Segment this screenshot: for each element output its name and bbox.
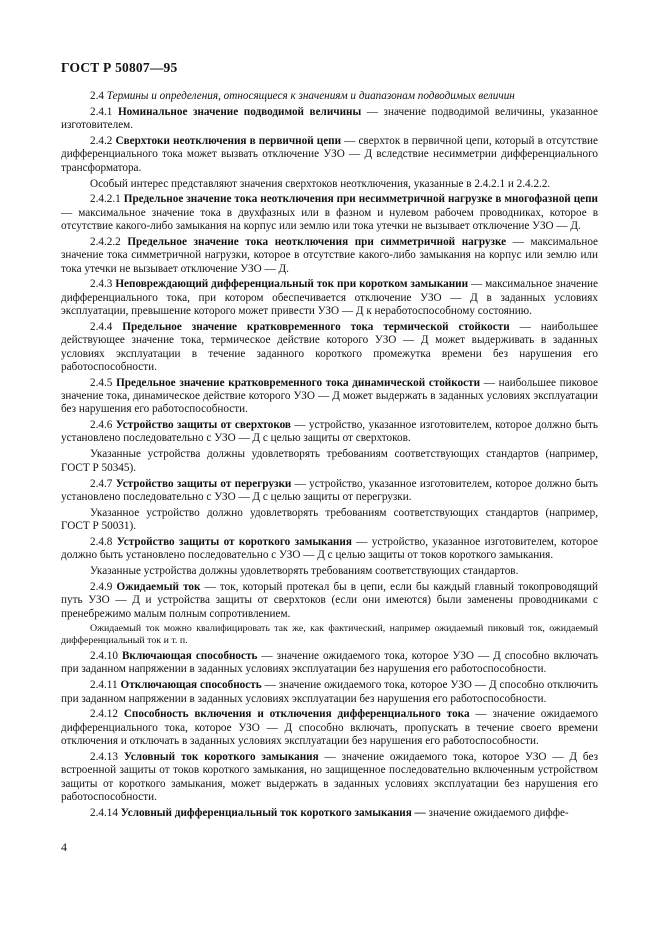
- clause-number: 2.4.6: [90, 419, 113, 432]
- definition-text: — значение подводимой величины, указанное изготовителем.: [61, 105, 598, 132]
- definition-text: — сверхток в первичной цепи, который в отсутствие дифференциального тока может вызвать отключение УЗО — Д вследствие несимметрии дифференциального трансформатора.: [61, 135, 598, 174]
- term: Предельное значение тока неотключения при несимметричной нагрузке в многофазной цепи: [123, 193, 599, 206]
- term: Устройство защиты от короткого замыкания: [116, 535, 352, 548]
- term: Включающая способность: [121, 650, 258, 663]
- definition-text: Указанное устройство должно удовлетворять требованиям соответствующих стандартов (например, ГОСТ Р 50031).: [61, 506, 598, 533]
- clause-number: 2.4.8: [90, 535, 113, 548]
- clause-number: 2.4.7: [90, 477, 113, 490]
- term: Устройство защиты от перегрузки: [115, 477, 292, 490]
- term: Условный дифференциальный ток короткого замыкания —: [120, 806, 426, 819]
- clause-number: 2.4.5: [90, 376, 113, 389]
- definition-text: — устройство, указанное изготовителем, которое должно быть установлено последовательно с УЗО — Д с целью защиты от перегрузки.: [61, 477, 598, 503]
- section-heading: [61, 90, 598, 103]
- definition-paragraph: [61, 321, 598, 374]
- term: Условный ток короткого замыкания: [123, 750, 319, 763]
- note-paragraph: [61, 623, 598, 647]
- definition-text: — значение ожидаемого дифференциального тока, которое УЗО — Д способно включать, пропускать в течение своего времени отключения и отключать в заданных условиях эксплуатации без нарушения его работоспособности.: [61, 708, 598, 748]
- clause-number: 2.4.10: [90, 650, 118, 663]
- term: Способность включения и отключения дифференциального тока: [123, 708, 470, 721]
- definition-text: Указанные устройства должны удовлетворять требованиям соответствующих стандартов.: [90, 565, 519, 578]
- clause-number: 2.4.4: [90, 320, 113, 333]
- document-header: ГОСТ Р 50807—95: [61, 60, 178, 75]
- definition-paragraph: [61, 478, 598, 505]
- definition-paragraph: [61, 650, 598, 677]
- term: Предельное значение кратковременного тока динамической стойкости: [116, 376, 481, 389]
- definition-paragraph: [61, 278, 598, 318]
- definition-text: — ток, который протекал бы в цепи, если бы каждый главный токопроводящий путь УЗО — Д и устройства защиты от сверхтоков (если они имеются) были заменены проводниками с пренебрежимо малым полным сопротивлением.: [61, 581, 598, 620]
- clause-number: 2.4.9: [90, 581, 113, 593]
- section-number: 2.4: [90, 90, 104, 102]
- definition-text: Особый интерес представляют значения сверхтоков неотключения, указанные в 2.4.2.1 и 2.4.2.2.: [90, 177, 551, 190]
- definition-paragraph: [61, 807, 598, 820]
- definition-text: — максимальное значение дифференциального тока, при котором обеспечивается отключение УЗО — Д в заданных условиях эксплуатации, превышение которого может привести УЗО — Д к неработоспособному состоянию.: [61, 278, 599, 318]
- section-title: Термины и определения, относящиеся к значениям и диапазонам подводимых величин: [106, 90, 515, 102]
- definition-text: — устройство, указанное изготовителем, которое должно быть установлено последовательно с УЗО — Д с целью защиты от сверхтоков.: [61, 419, 599, 445]
- definition-text: Указанные устройства должны удовлетворять требованиям соответствующих стандартов (например, ГОСТ Р 50345).: [61, 448, 598, 474]
- term: Устройство защиты от сверхтоков: [115, 419, 291, 432]
- definition-paragraph: [61, 193, 598, 233]
- clause-number: 2.4.2.2: [90, 235, 121, 248]
- definition-paragraph: [61, 236, 598, 276]
- page-number: 4: [61, 840, 67, 854]
- term: Номинальное значение подводимой величины: [117, 105, 362, 118]
- clause-number: 2.4.12: [90, 708, 118, 721]
- definition-text: — устройство, указанное изготовителем, которое должно быть установлено последовательно с УЗО — Д с целью защиты от токов короткого замыкания.: [61, 535, 598, 562]
- definition-text: — наибольшее действующее значение тока, термическое действие которого УЗО — Д может выдерживать в заданных условиях эксплуатации в течение заданного короткого промежутка времени без нарушения его работоспособности.: [61, 320, 599, 373]
- term: Ожидаемый ток: [116, 581, 201, 593]
- definition-paragraph: [61, 106, 598, 133]
- definition-paragraph: [61, 581, 598, 621]
- definition-paragraph: [61, 135, 598, 175]
- definition-text: — значение ожидаемого тока, которое УЗО — Д способно отключить при заданном напряжении в заданных условиях эксплуатации без нарушения его работоспособности.: [61, 679, 599, 705]
- clause-number: 2.4.2.1: [90, 193, 121, 206]
- clause-number: 2.4.14: [90, 806, 118, 819]
- definition-paragraph: [61, 419, 598, 446]
- clause-number: 2.4.2: [90, 135, 113, 148]
- definition-paragraph: [61, 565, 598, 578]
- definition-text: значение ожидаемого диффе-: [425, 806, 569, 819]
- definition-paragraph: [61, 536, 598, 563]
- definition-paragraph: [61, 448, 598, 475]
- definition-paragraph: [61, 708, 598, 748]
- clause-number: 2.4.11: [90, 679, 118, 692]
- term: Сверхтоки неотключения в первичной цепи: [115, 135, 342, 148]
- definition-text: — значение ожидаемого тока, которое УЗО — Д без встроенной защиты от токов короткого замыкания, но защищенное последовательно включенным устройством защиты от короткого замыкания, может выдержать в заданных условиях эксплуатации без нарушения его работоспособности.: [61, 750, 598, 803]
- term: Неповреждающий дифференциальный ток при коротком замыкании: [115, 278, 469, 291]
- definition-paragraph: [61, 507, 598, 534]
- definition-text: Ожидаемый ток можно квалифицировать так же, как фактический, например ожидаемый пиковый ток, ожидаемый дифференциальный ток и т. п.: [61, 623, 598, 647]
- term: Предельное значение кратковременного тока термической стойкости: [122, 320, 510, 333]
- definition-text: — значение ожидаемого тока, которое УЗО — Д способно включать при заданном напряжении в заданных условиях эксплуатации без нарушения его работоспособности.: [61, 650, 598, 676]
- definition-paragraph: [61, 751, 598, 804]
- definition-text: — максимальное значение тока в двухфазных или в фазном и нулевом рабочем проводниках, которое в отсутствие какого-либо замыкания на корпус или землю или тока утечки не вызывает отключение УЗО — Д.: [61, 206, 598, 233]
- definition-text: — максимальное значение тока симметричной нагрузки, которое в отсутствие какого-либо замыкания на корпус или землю или тока утечки не вызывает отключение УЗО — Д.: [61, 235, 599, 275]
- term: Отключающая способность: [120, 679, 262, 692]
- clause-number: 2.4.13: [90, 750, 118, 763]
- definition-paragraph: [61, 377, 598, 417]
- paragraph-list: [61, 106, 598, 820]
- definition-text: — наибольшее пиковое значение тока, динамическое действие которого УЗО — Д может выдержать в заданных условиях эксплуатации без нарушения его работоспособности.: [61, 376, 598, 416]
- definition-paragraph: [61, 178, 598, 191]
- definition-paragraph: [61, 679, 598, 706]
- clause-number: 2.4.3: [90, 278, 113, 291]
- term: Предельное значение тока неотключения при симметричной нагрузке: [127, 235, 507, 248]
- clause-number: 2.4.1: [90, 105, 113, 118]
- document-body: [61, 90, 598, 823]
